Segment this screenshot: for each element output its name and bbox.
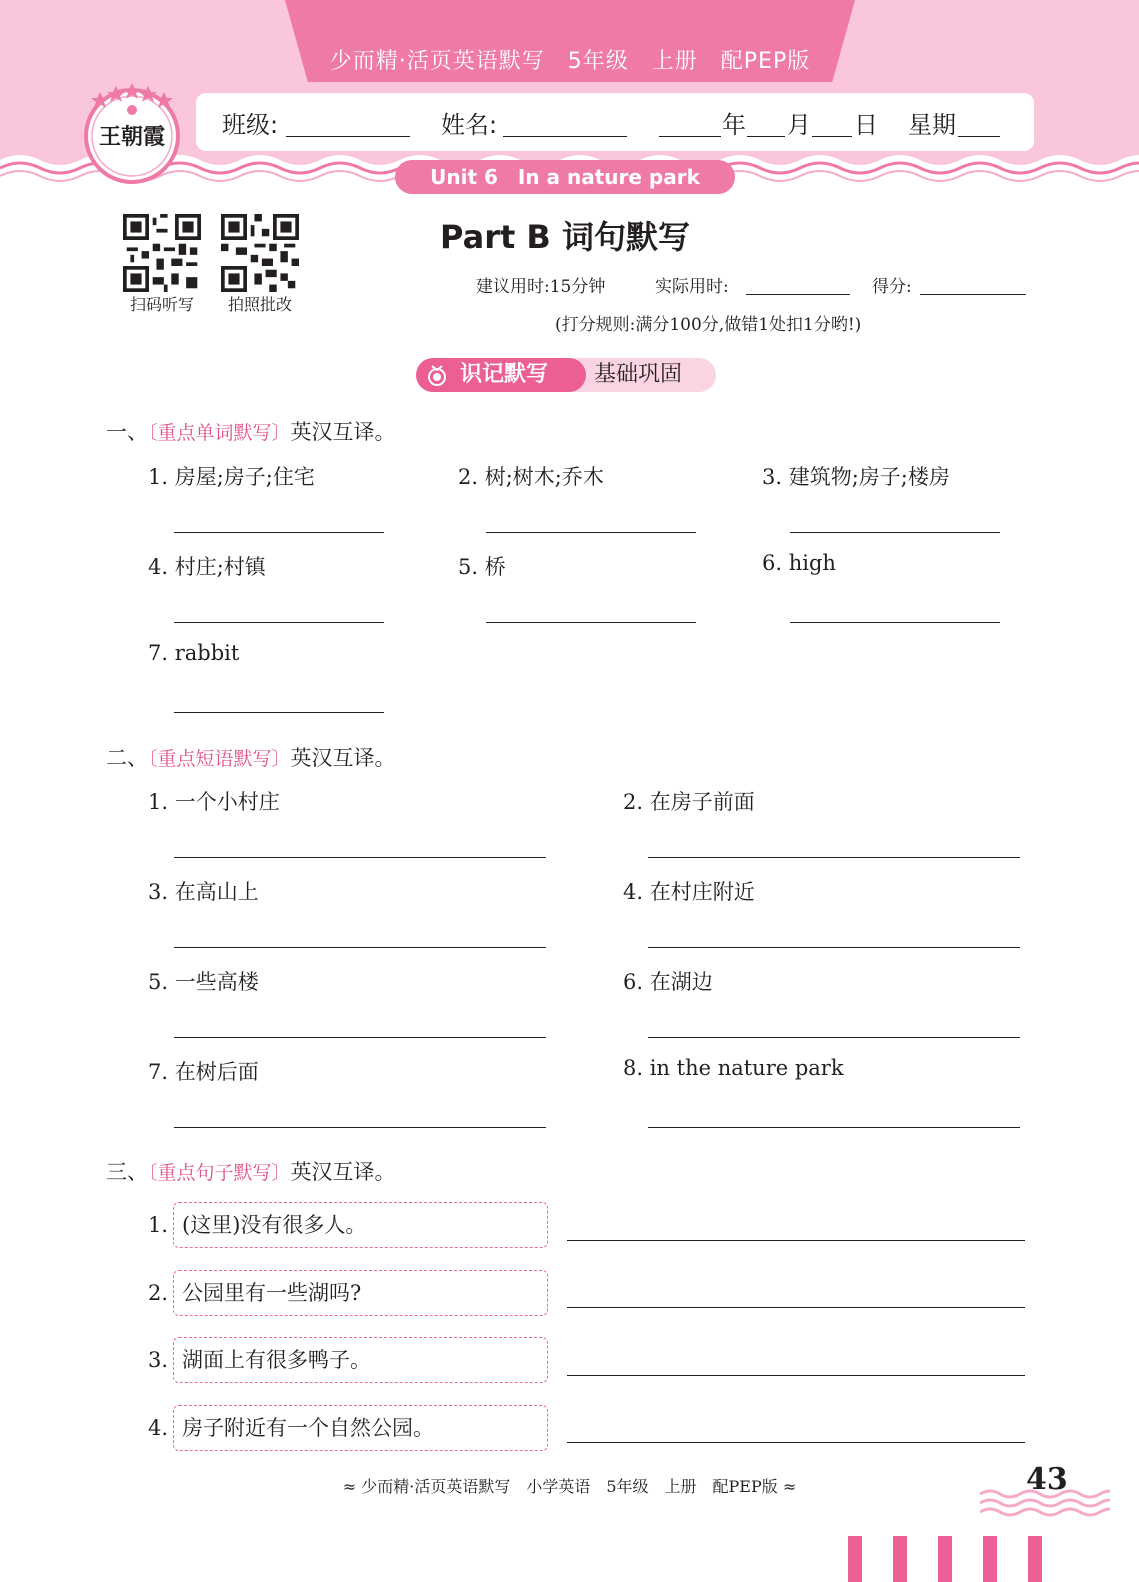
phrase-answer-2[interactable] — [648, 857, 1020, 858]
section3-instruction: 英汉互译。 — [290, 1160, 396, 1184]
phrase-item-6: 6. 在湖边 — [623, 970, 713, 994]
word-item-4: 4. 村庄;村镇 — [148, 555, 266, 579]
score-field[interactable] — [920, 294, 1026, 295]
footer-stripe — [938, 1536, 952, 1582]
actual-time-label: 实际用时: — [655, 277, 729, 297]
word-item-5: 5. 桥 — [458, 555, 506, 579]
section3-prefix: 三、 — [106, 1160, 148, 1184]
phrase-answer-3[interactable] — [174, 947, 546, 948]
word-item-1: 1. 房屋;房子;住宅 — [148, 465, 315, 489]
phrase-item-5: 5. 一些高楼 — [148, 970, 259, 994]
day-field[interactable] — [812, 136, 852, 137]
page-title: Part B 词句默写 — [440, 218, 690, 256]
photo-qr-label: 拍照批改 — [227, 295, 292, 314]
phrase-item-1: 1. 一个小村庄 — [148, 790, 280, 814]
word-item-6: 6. high — [762, 551, 836, 575]
word-answer-6[interactable] — [790, 622, 1000, 623]
sentence-answer-1[interactable] — [567, 1240, 1025, 1241]
page-number: 43 — [1026, 1462, 1068, 1497]
section3-heading — [106, 1156, 396, 1186]
month-field[interactable] — [747, 136, 785, 137]
phrase-item-3: 3. 在高山上 — [148, 880, 259, 904]
section1-instruction: 英汉互译。 — [290, 420, 396, 444]
phrase-item-4: 4. 在村庄附近 — [623, 880, 755, 904]
footer-text: ≈ 少而精·活页英语默写 小学英语 5年级 上册 配PEP版 ≈ — [342, 1477, 797, 1496]
publisher-logo — [80, 80, 184, 184]
sentence-prompt-3: 湖面上有很多鸭子。 — [173, 1337, 548, 1383]
svg-text:王朝霞: 王朝霞 — [98, 124, 166, 150]
scoring-rule: (打分规则:满分100分,做错1处扣1分哟!) — [555, 315, 862, 335]
name-label: 姓名: — [441, 111, 498, 139]
banner-primary-label: 识记默写 — [416, 358, 586, 392]
banner-secondary-label: 基础巩固 — [594, 362, 683, 387]
word-item-3: 3. 建筑物;房子;楼房 — [762, 465, 950, 489]
class-label: 班级: — [222, 111, 279, 139]
year-field[interactable] — [659, 136, 721, 137]
phrase-answer-1[interactable] — [174, 857, 546, 858]
day-label: 日 — [854, 111, 878, 139]
word-answer-4[interactable] — [174, 622, 384, 623]
sentence-number-4: 4. — [148, 1416, 169, 1440]
name-field[interactable] — [503, 136, 627, 137]
phrase-answer-8[interactable] — [648, 1127, 1020, 1128]
section2-tag: 〔重点短语默写〕 — [148, 748, 291, 770]
footer-stripe — [983, 1536, 997, 1582]
sentence-answer-2[interactable] — [567, 1307, 1025, 1308]
word-answer-5[interactable] — [486, 622, 696, 623]
footer-stripe — [893, 1536, 907, 1582]
section1-heading — [106, 416, 396, 446]
medal-icon — [426, 364, 448, 386]
weekday-label: 星期 — [908, 111, 956, 139]
score-label: 得分: — [872, 277, 912, 297]
sentence-prompt-4: 房子附近有一个自然公园。 — [173, 1405, 548, 1451]
month-label: 月 — [787, 111, 811, 139]
sentence-number-2: 2. — [148, 1281, 169, 1305]
phrase-item-7: 7. 在树后面 — [148, 1060, 259, 1084]
phrase-answer-4[interactable] — [648, 947, 1020, 948]
phrase-answer-7[interactable] — [174, 1127, 546, 1128]
photo-qr-code-icon[interactable] — [221, 214, 299, 292]
footer-stripe — [848, 1536, 862, 1582]
section3-tag: 〔重点句子默写〕 — [148, 1162, 291, 1184]
phrase-answer-5[interactable] — [174, 1037, 546, 1038]
listen-qr-code-icon[interactable] — [123, 214, 201, 292]
word-item-7: 7. rabbit — [148, 641, 240, 665]
section2-prefix: 二、 — [106, 746, 148, 770]
sentence-number-1: 1. — [148, 1213, 169, 1237]
sentence-prompt-2: 公园里有一些湖吗? — [173, 1270, 548, 1316]
section2-instruction: 英汉互译。 — [290, 746, 396, 770]
listen-qr-label: 扫码听写 — [129, 295, 194, 314]
phrase-answer-6[interactable] — [648, 1037, 1020, 1038]
phrase-item-2: 2. 在房子前面 — [623, 790, 755, 814]
phrase-item-8: 8. in the nature park — [623, 1056, 844, 1080]
series-title: 少而精·活页英语默写 5年级 上册 配PEP版 — [329, 49, 811, 74]
year-label: 年 — [722, 111, 746, 139]
actual-time-field[interactable] — [746, 294, 850, 295]
word-answer-1[interactable] — [174, 532, 384, 533]
sentence-number-3: 3. — [148, 1348, 169, 1372]
word-answer-3[interactable] — [790, 532, 1000, 533]
word-item-2: 2. 树;树木;乔木 — [458, 465, 604, 489]
unit-title: Unit 6 In a nature park — [395, 160, 735, 194]
sentence-answer-3[interactable] — [567, 1375, 1025, 1376]
footer-stripe — [1028, 1536, 1042, 1582]
sentence-answer-4[interactable] — [567, 1442, 1025, 1443]
section1-tag: 〔重点单词默写〕 — [148, 422, 291, 444]
suggested-time: 建议用时:15分钟 — [476, 277, 606, 297]
word-answer-2[interactable] — [486, 532, 696, 533]
class-field[interactable] — [286, 136, 410, 137]
weekday-field[interactable] — [958, 136, 1000, 137]
section2-heading — [106, 742, 396, 772]
word-answer-7[interactable] — [174, 712, 384, 713]
section1-prefix: 一、 — [106, 420, 148, 444]
sentence-prompt-1: (这里)没有很多人。 — [173, 1202, 548, 1248]
